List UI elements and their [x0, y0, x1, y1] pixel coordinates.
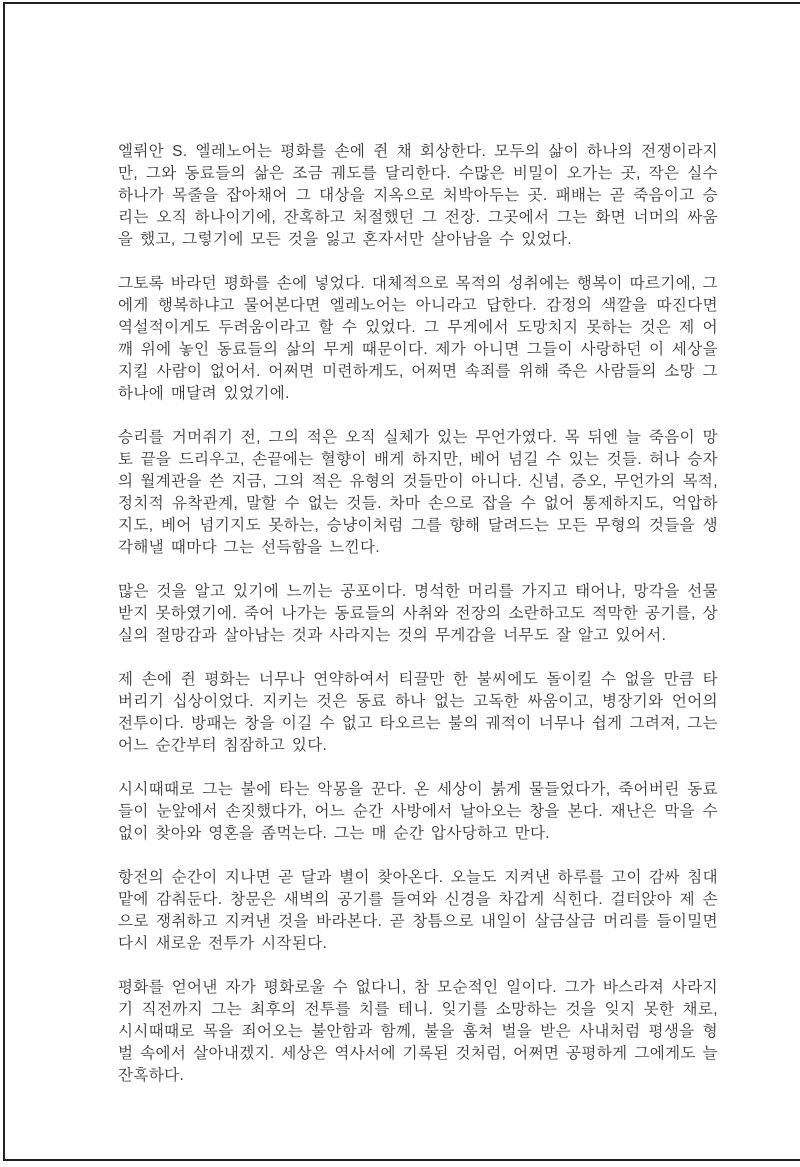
paragraph-1: 엘뤼안 S. 엘레노어는 평화를 손에 쥔 채 회상한다. 모두의 삶이 하나의 전쟁이라지만, 그와 동료들의 삶은 조금 궤도를 달리한다. 수많은 비밀이 오가는 곳, 작은 실수 하나가 목줄을 잡아채어 그 대상을 지옥으로 처박아두는 곳. 패배는 곧 죽음이고 승리는 오직 하나이기에, 잔혹하고 처절했던 그 전장. 그곳에서 그는 화면 너머의 싸움을 했고, 그렇기에 모든 것을 잃고 혼자서만 살아남을 수 있었다. — [118, 143, 718, 248]
paragraph-3: 승리를 거머쥐기 전, 그의 적은 오직 실체가 있는 무언가였다. 목 뒤엔 늘 죽음이 망토 끝을 드리우고, 손끝에는 혈향이 배게 하지만, 베어 넘길 수 있는 것들. 허나 승자의 월계관을 쓴 지금, 그의 적은 유형의 것들만이 아니다. 신념, 증오, 무언가의 목적, 정치적 유착관계, 말할 수 없는 것들. 차마 손으로 잡을 수 없어 통제하지도, 억압하지도, 베어 넘기지도 못하는, 승냥이처럼 그를 향해 달려드는 모든 무형의 것들을 생각해낼 때마다 그는 선득함을 느낀다. — [118, 429, 718, 556]
paragraph-7: 항전의 순간이 지나면 곧 달과 별이 찾아온다. 오늘도 지켜낸 하루를 고이 감싸 침대맡에 감춰둔다. 창문은 새벽의 공기를 들여와 신경을 차갑게 식힌다. 걸터앉아 제 손으로 쟁취하고 지켜낸 것을 바라본다. 곧 창틈으로 내일이 살금살금 머리를 들이밀면 다시 새로운 전투가 시작된다. — [118, 869, 718, 952]
paragraph-4: 많은 것을 알고 있기에 느끼는 공포이다. 명석한 머리를 가지고 태어나, 망각을 선물 받지 못하였기에. 죽어 나가는 동료들의 사취와 전장의 소란하고도 적막한 공기를, 상실의 절망감과 살아남는 것과 사라지는 것의 무게감을 너무도 잘 알고 있어서. — [118, 583, 718, 644]
document-text-block — [118, 141, 718, 1087]
paragraph-2: 그토록 바라던 평화를 손에 넣었다. 대체적으로 목적의 성취에는 행복이 따르기에, 그에게 행복하냐고 물어본다면 엘레노어는 아니라고 답한다. 감정의 색깔을 따진다면 역설적이게도 두려움이라고 할 수 있었다. 그 무게에서 도망치지 못하는 것은 제 어깨 위에 놓인 동료들의 삶의 무게 때문이다. 제가 아니면 그들이 사랑하던 이 세상을 지킬 사람이 없어서. 어쩌면 미련하게도, 어쩌면 속죄를 위해 죽은 사람들의 소망 그 하나에 매달려 있었기에. — [118, 275, 718, 402]
paragraph-6: 시시때때로 그는 불에 타는 악몽을 꾼다. 온 세상이 붉게 물들었다가, 죽어버린 동료들이 눈앞에서 손짓했다가, 어느 순간 사방에서 날아오는 창을 본다. 재난은 막을 수 없이 찾아와 영혼을 좀먹는다. 그는 매 순간 압사당하고 만다. — [118, 781, 718, 842]
paragraph-5: 제 손에 쥔 평화는 너무나 연약하여서 티끌만 한 불씨에도 돌이킬 수 없을 만큼 타 버리기 십상이었다. 지키는 것은 동료 하나 없는 고독한 싸움이고, 병장기와 언어의 전투이다. 방패는 창을 이길 수 없고 타오르는 불의 궤적이 너무나 쉽게 그려져, 그는 어느 순간부터 침잠하고 있다. — [118, 671, 718, 754]
page-border-frame — [3, 2, 800, 1161]
paragraph-8: 평화를 얻어낸 자가 평화로울 수 없다니, 참 모순적인 일이다. 그가 바스라져 사라지기 직전까지 그는 최후의 전투를 치를 테니. 잊기를 소망하는 것을 잊지 못한 채로, 시시때때로 목을 죄어오는 불안함과 함께, 불을 훔쳐 벌을 받은 사내처럼 평생을 형벌 속에서 살아내겠지. 세상은 역사서에 기록된 것처럼, 어쩌면 공평하게 그에게도 늘 잔혹하다. — [118, 979, 718, 1084]
